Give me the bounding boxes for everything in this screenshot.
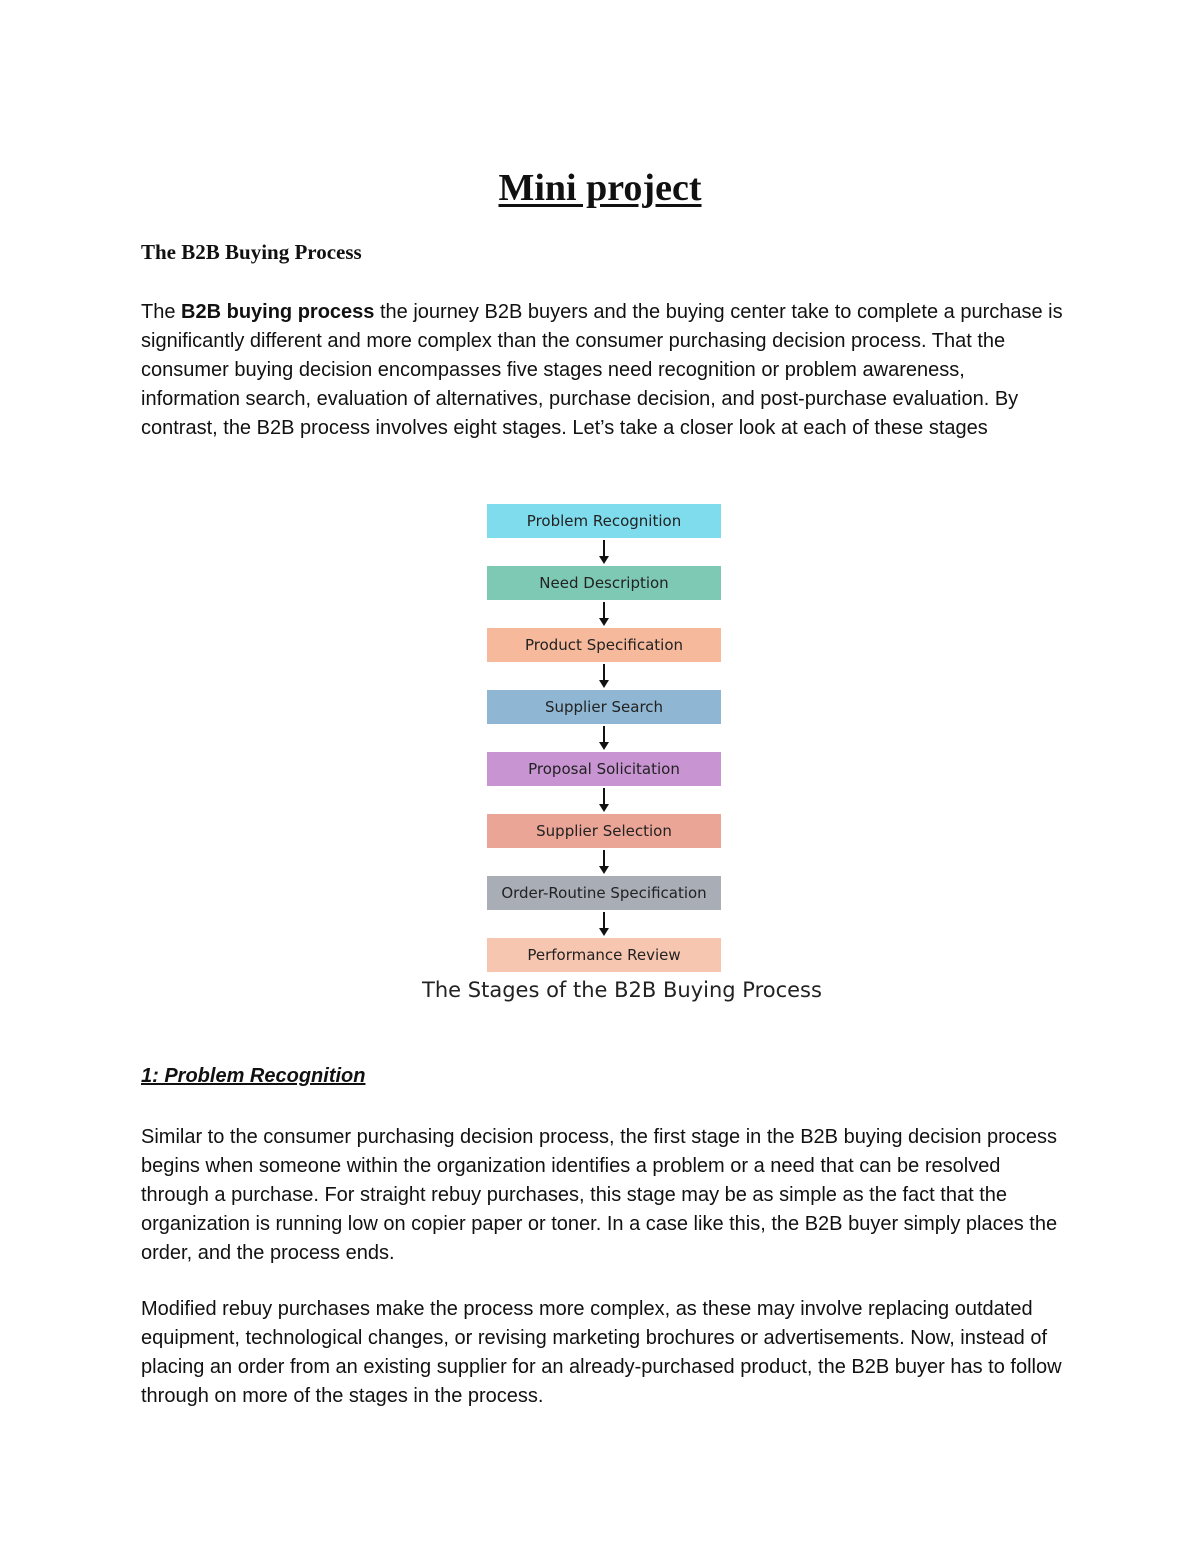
flow-stage-box: Supplier Selection [487,814,721,848]
flow-arrow [603,602,605,622]
intro-paragraph [141,298,1066,443]
flow-stage-box: Proposal Solicitation [487,752,721,786]
flow-arrow [603,912,605,932]
document-title: Mini project [498,167,702,209]
flow-stage-box: Order-Routine Specification [487,876,721,910]
flow-stage-box: Need Description [487,566,721,600]
flow-arrow [603,850,605,870]
flow-stage-box: Supplier Search [487,690,721,724]
flow-arrow [603,726,605,746]
section-heading-problem-recognition: 1: Problem Recognition [141,1065,366,1087]
flow-stage-box: Product Specification [487,628,721,662]
flow-arrow [603,664,605,684]
flow-arrow [603,540,605,560]
section1-paragraph-1: Similar to the consumer purchasing decision process, the first stage in the B2B buying decision process begins when someone within the organization identifies a problem or a need that can be resolved through a purchase. For straight rebuy purchases, this stage may be as simple as the fact that the organization is running low on copier paper or toner. In a case like this, the B2B buyer simply places the order, and the process ends. [141,1126,1058,1264]
figure-caption: The Stages of the B2B Buying Process [422,978,822,1002]
section-subheading: The B2B Buying Process [141,240,362,264]
intro-lead: The [141,301,182,323]
flow-arrow [603,788,605,808]
intro-rest: the journey B2B buyers and the buying center take to complete a purchase is significantly different and more complex than the consumer purchasing decision process. That the consumer buying decision encompasses five stages need recognition or problem awareness, information search, evaluation of alternatives, purchase decision, and post-purchase evaluation. By contrast, the B2B process involves eight stages. Let’s take a closer look at each of these stages [141,301,1063,439]
intro-bold-term: B2B buying process [181,301,375,323]
flow-stage-box: Performance Review [487,938,721,972]
flow-stage-box: Problem Recognition [487,504,721,538]
section1-paragraph-2: Modified rebuy purchases make the process more complex, as these may involve replacing outdated equipment, technological changes, or revising marketing brochures or advertisements. Now, instead of placing an order from an existing supplier for an already-purchased product, the B2B buyer has to follow through on more of the stages in the process. [141,1298,1062,1407]
